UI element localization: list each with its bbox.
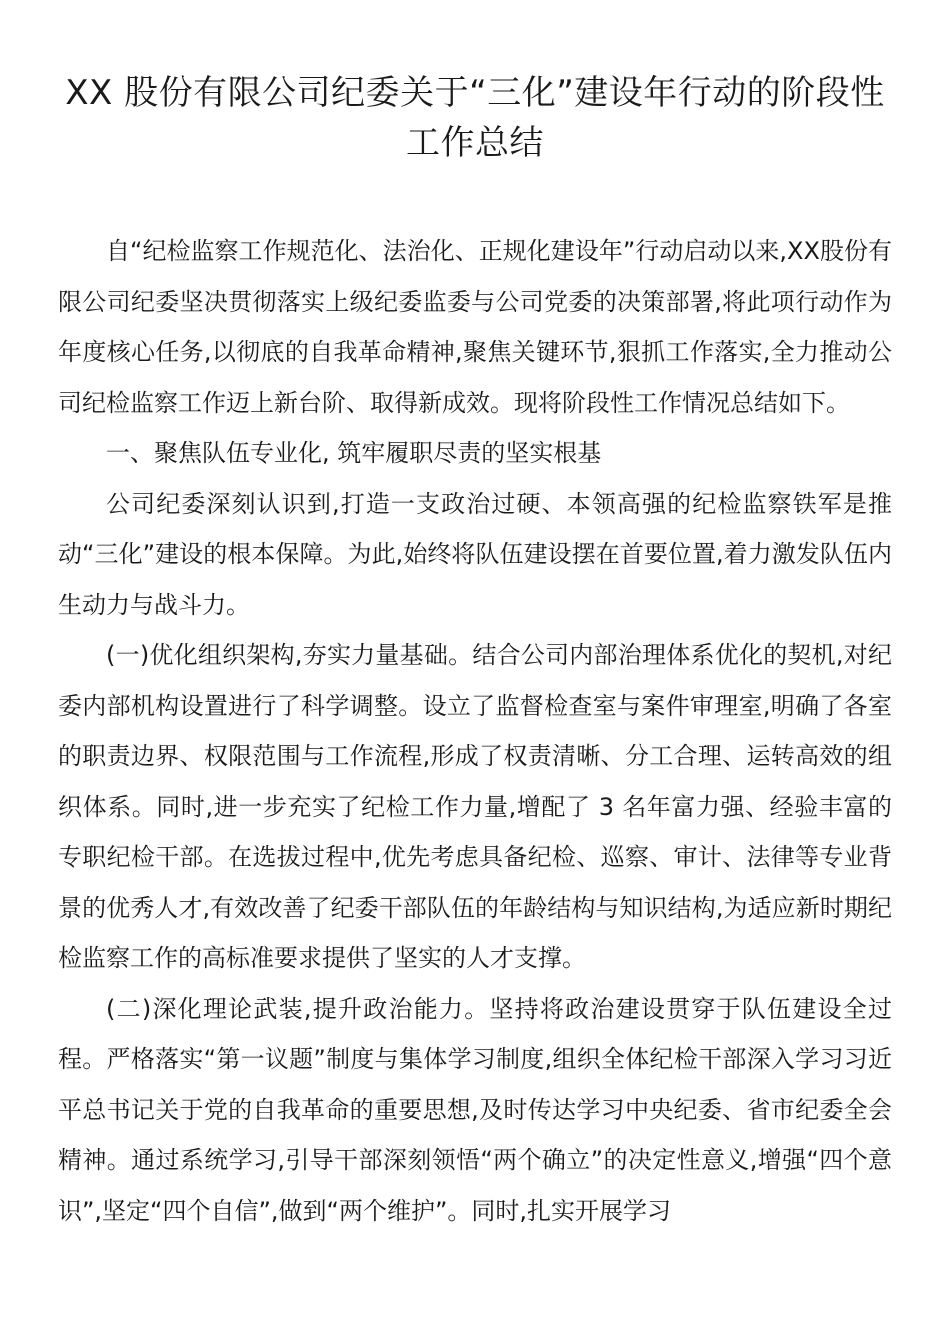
paragraph-intro: 自“纪检监察工作规范化、法治化、正规化建设年”行动启动以来,XX股份有限公司纪委坚决贯彻落实上级纪委监委与公司党委的决策部署,将此项行动作为年度核心任务,以彻底的自我革命精神,聚焦关键环节,狠抓工作落实,全力推动公司纪检监察工作迈上新台阶、取得新成效。现将阶段性工作情况总结如下。 <box>58 237 892 417</box>
document-title: XX 股份有限公司纪委关于“三化”建设年行动的阶段性工作总结 <box>65 73 885 163</box>
paragraph-subsection-2: (二)深化理论武装,提升政治能力。坚持将政治建设贯穿于队伍建设全过程。严格落实“第一议题”制度与集体学习制度,组织全体纪检干部深入学习习近平总书记关于党的自我革命的重要思想,及时传达学习中央纪委、省市纪委全会精神。通过系统学习,引导干部深刻领悟“两个确立”的决定性意义,增强“四个意识”,坚定“四个自信”,做到“两个维护”。同时,扎实开展学习 <box>58 994 892 1225</box>
paragraph-section-1-intro: 公司纪委深刻认识到,打造一支政治过硬、本领高强的纪检监察铁军是推动“三化”建设的根本保障。为此,始终将队伍建设摆在首要位置,着力激发队伍内生动力与战斗力。 <box>58 489 892 619</box>
section-heading-1: 一、聚焦队伍专业化, 筑牢履职尽责的坚实根基 <box>106 439 602 467</box>
paragraph-subsection-1: (一)优化组织架构,夯实力量基础。结合公司内部治理体系优化的契机,对纪委内部机构设置进行了科学调整。设立了监督检查室与案件审理室,明确了各室的职责边界、权限范围与工作流程,形成了权责清晰、分工合理、运转高效的组织体系。同时,进一步充实了纪检工作力量,增配了 3 名年富力强、经验丰富的专职纪检干部。在选拔过程中,优先考虑具备纪检、巡察、审计、法律等专业背景的优秀人才,有效改善了纪委干部队伍的年龄结构与知识结构,为适应新时期纪检监察工作的高标准要求提供了坚实的人才支撑。 <box>58 641 892 972</box>
document-body <box>58 226 892 1236</box>
